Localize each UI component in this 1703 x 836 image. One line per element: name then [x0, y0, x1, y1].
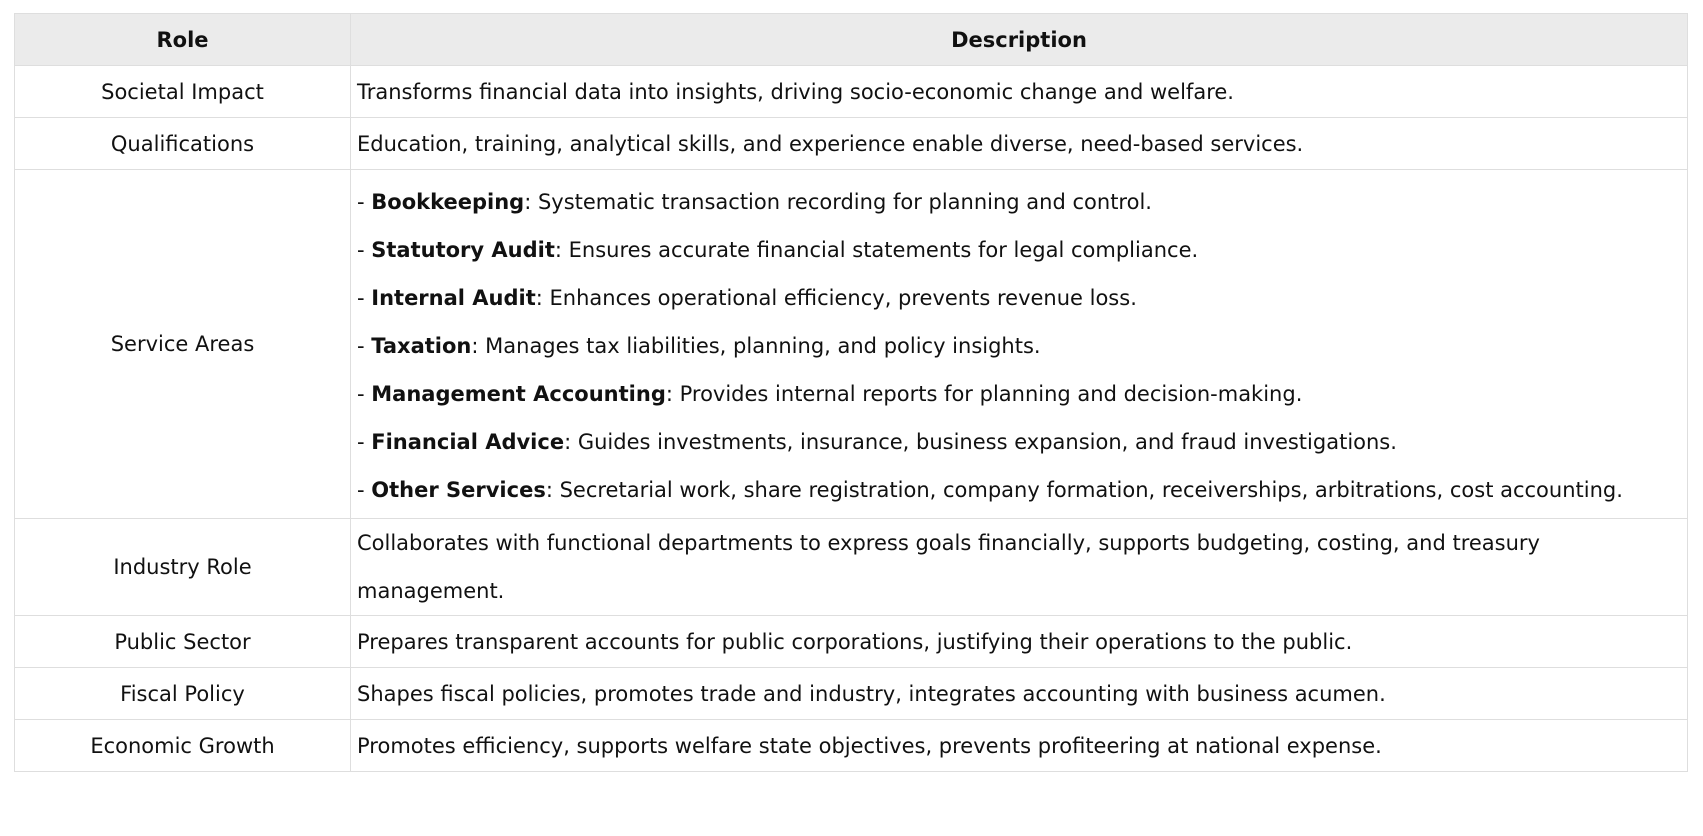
list-item [357, 274, 1681, 322]
item-text: : Provides internal reports for planning and decision-making. [665, 382, 1303, 406]
table-row [15, 170, 1688, 519]
item-term: Management Accounting [371, 382, 666, 406]
description-cell [351, 170, 1688, 519]
role-cell: Service Areas [15, 170, 351, 519]
description-cell: Promotes efficiency, supports welfare state objectives, prevents profiteering at national expense. [351, 720, 1688, 772]
list-item [357, 370, 1681, 418]
table-row [15, 66, 1688, 118]
item-term: Internal Audit [371, 286, 536, 310]
table-row [15, 118, 1688, 170]
description-cell [351, 519, 1688, 616]
item-term: Bookkeeping [371, 190, 525, 214]
item-prefix: - [357, 478, 372, 502]
item-text: : Ensures accurate financial statements for legal compliance. [554, 238, 1199, 262]
table-header-row [15, 14, 1688, 66]
description-cell: Education, training, analytical skills, and experience enable diverse, need-based services. [351, 118, 1688, 170]
roles-table [14, 13, 1688, 772]
list-item [357, 418, 1681, 466]
role-cell: Fiscal Policy [15, 668, 351, 720]
list-item [357, 322, 1681, 370]
description-cell: Transforms financial data into insights, driving socio-economic change and welfare. [351, 66, 1688, 118]
role-cell: Industry Role [15, 519, 351, 616]
header-description: Description [351, 14, 1688, 66]
item-term: Financial Advice [371, 430, 565, 454]
list-item [357, 226, 1681, 274]
header-role: Role [15, 14, 351, 66]
role-cell: Qualifications [15, 118, 351, 170]
item-text: : Enhances operational efficiency, prevents revenue loss. [535, 286, 1137, 310]
role-cell: Societal Impact [15, 66, 351, 118]
item-text: : Guides investments, insurance, business expansion, and fraud investigations. [564, 430, 1397, 454]
description-cell: Shapes fiscal policies, promotes trade and industry, integrates accounting with business acumen. [351, 668, 1688, 720]
list-item [357, 178, 1681, 226]
item-text: : Systematic transaction recording for planning and control. [524, 190, 1152, 214]
item-prefix: - [357, 238, 372, 262]
service-areas-list [357, 170, 1681, 518]
description-cell: Prepares transparent accounts for public corporations, justifying their operations to the public. [351, 616, 1688, 668]
table-row [15, 616, 1688, 668]
item-prefix: - [357, 382, 372, 406]
description-text: Collaborates with functional departments to express goals financially, supports budgeting, costing, and treasury management. [357, 531, 1540, 603]
item-text: : Secretarial work, share registration, company formation, receiverships, arbitrations, cost accounting. [545, 478, 1623, 502]
item-prefix: - [357, 286, 372, 310]
role-cell: Economic Growth [15, 720, 351, 772]
item-prefix: - [357, 334, 372, 358]
table-row [15, 668, 1688, 720]
table-row [15, 720, 1688, 772]
role-cell: Public Sector [15, 616, 351, 668]
roles-table-container [14, 13, 1687, 772]
item-text: : Manages tax liabilities, planning, and policy insights. [471, 334, 1041, 358]
table-row [15, 519, 1688, 616]
item-term: Taxation [371, 334, 472, 358]
item-term: Statutory Audit [371, 238, 555, 262]
item-prefix: - [357, 190, 372, 214]
item-term: Other Services [371, 478, 546, 502]
item-prefix: - [357, 430, 372, 454]
list-item [357, 466, 1681, 514]
